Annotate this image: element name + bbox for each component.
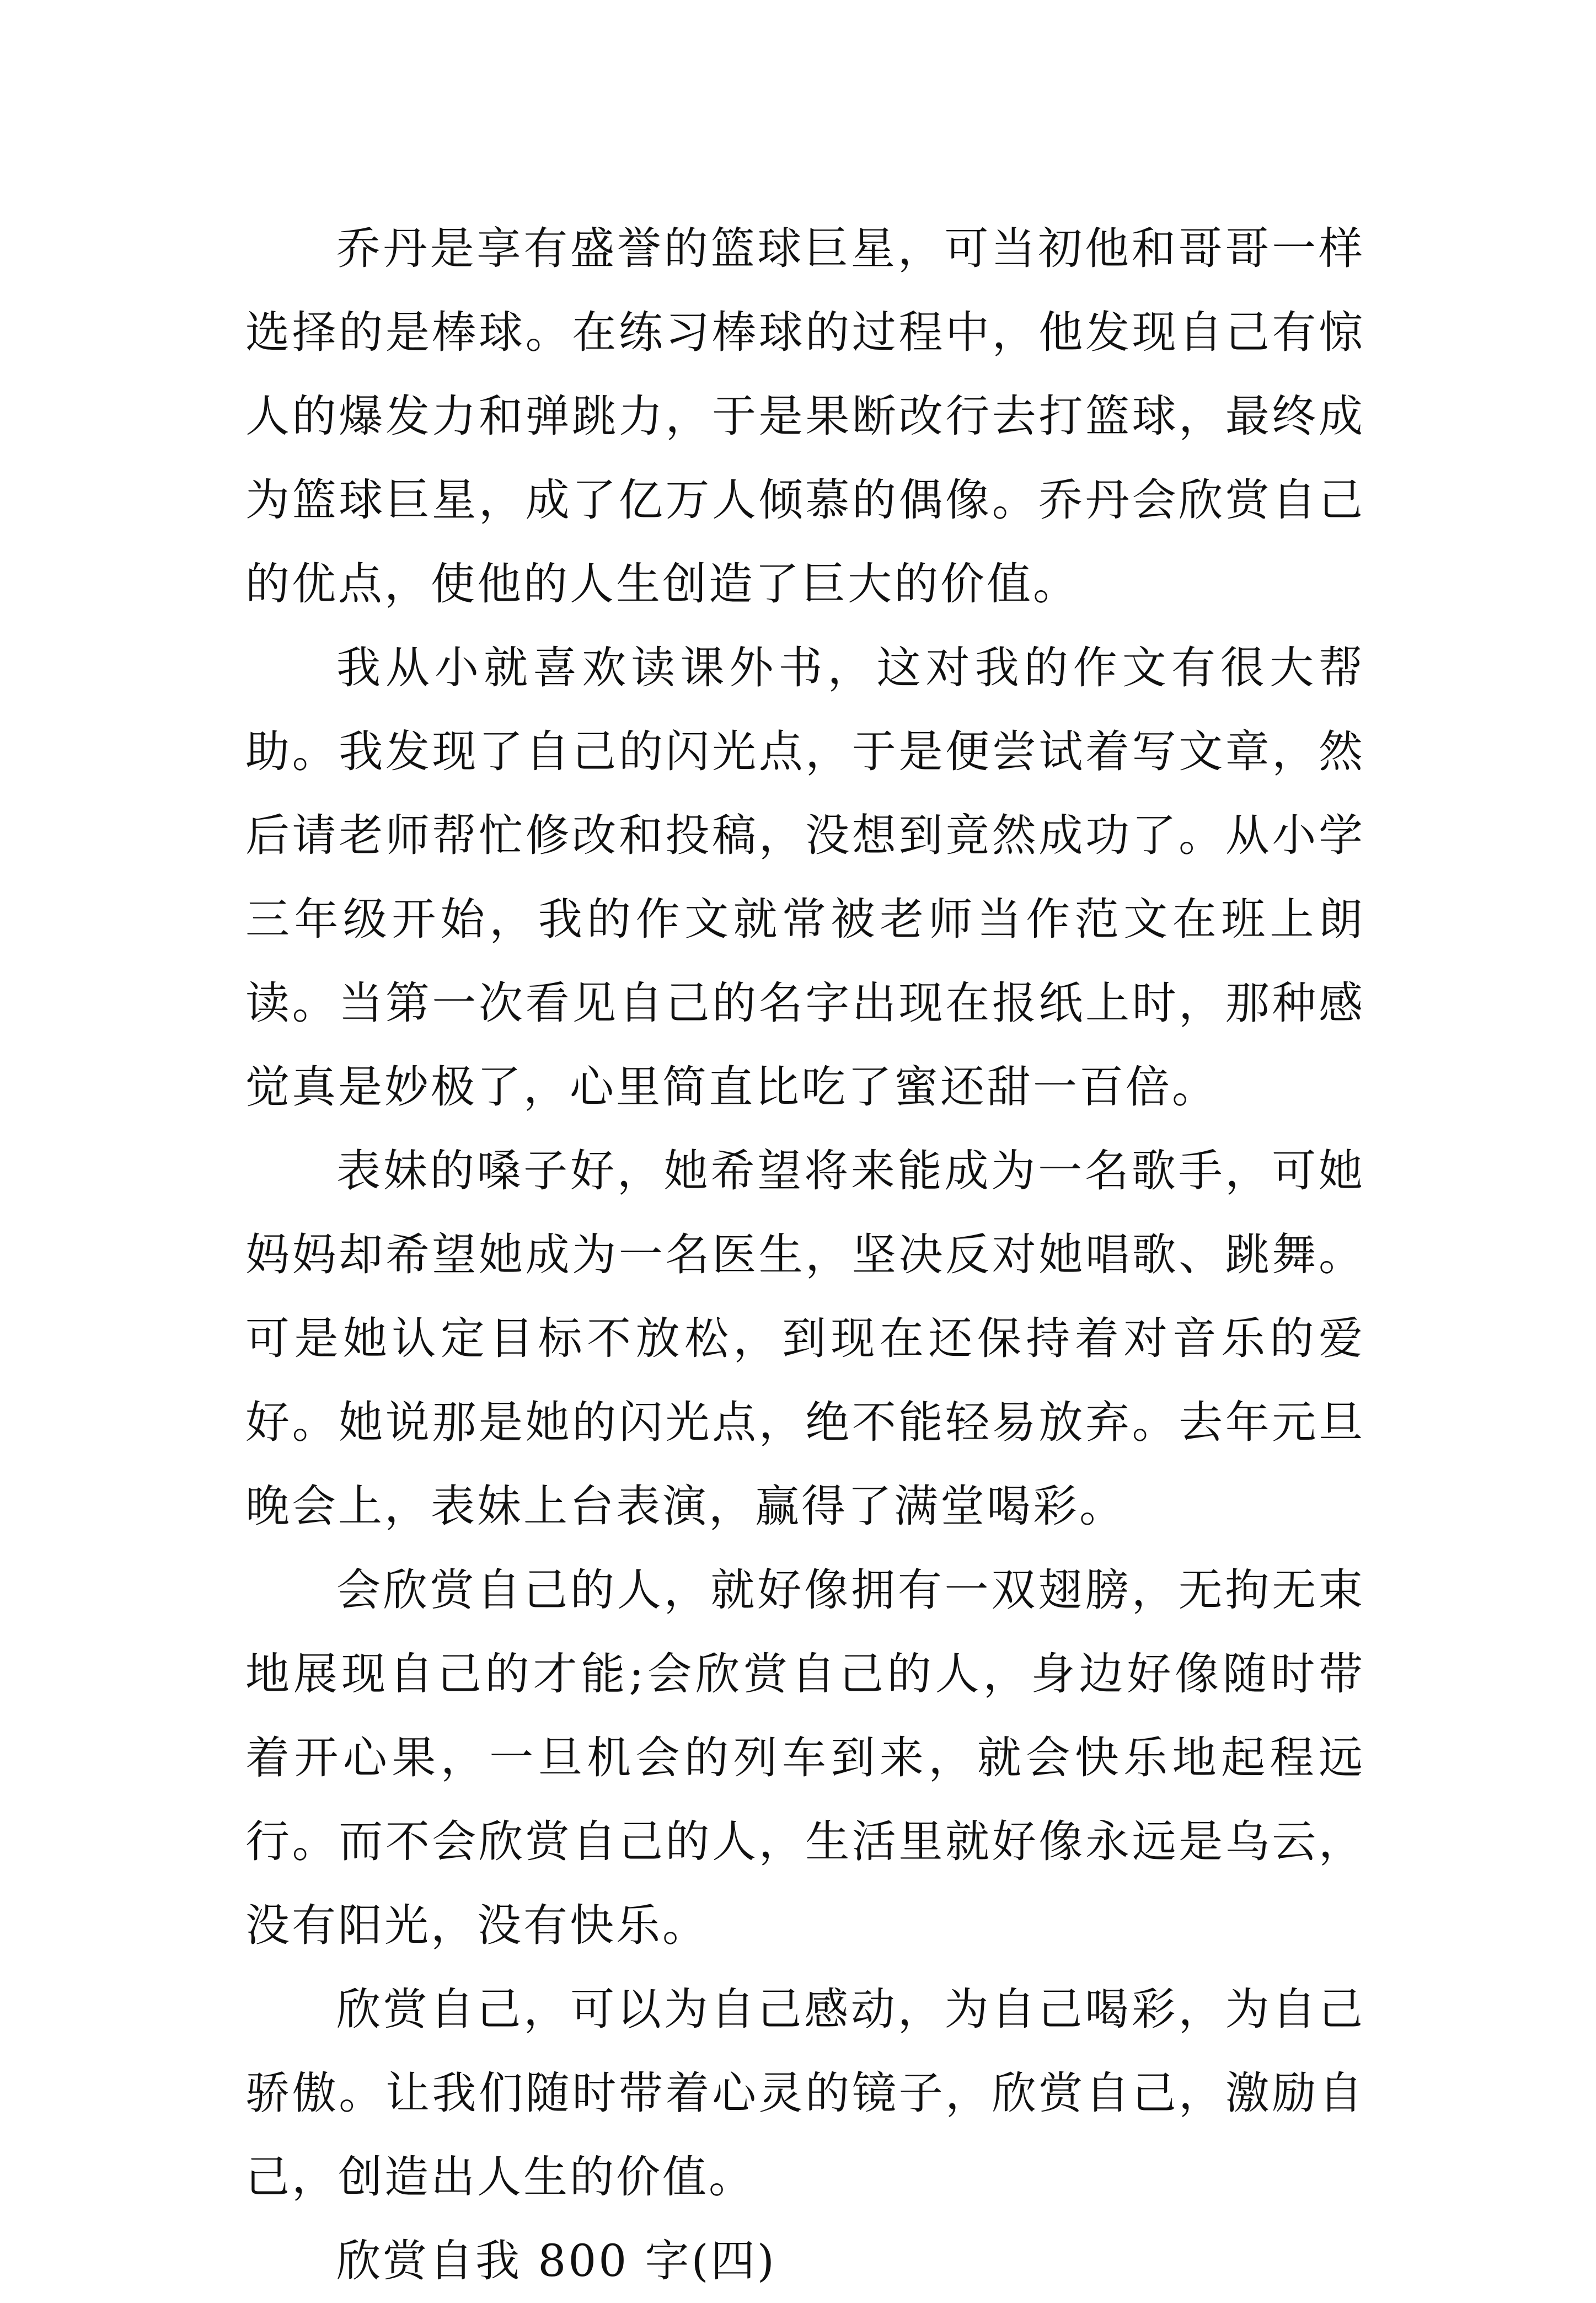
paragraph-appreciate: 会欣赏自己的人，就好像拥有一双翅膀，无拘无束地展现自己的才能;会欣赏自己的人，身边好像随时带着开心果，一旦机会的列车到来，就会快乐地起程远行。而不会欣赏自己的人，生活里就好像永远是乌云，没有阳光，没有快乐。 xyxy=(245,1564,1365,1951)
paragraph-jordan: 乔丹是享有盛誉的篮球巨星，可当初他和哥哥一样选择的是棒球。在练习棒球的过程中，他发现自己有惊人的爆发力和弹跳力，于是果断改行去打篮球，最终成为篮球巨星，成了亿万人倾慕的偶像。乔丹会欣赏自己的优点，使他的人生创造了巨大的价值。 xyxy=(245,223,1365,610)
document-body xyxy=(245,207,1365,2303)
paragraph-cousin: 表妹的嗓子好，她希望将来能成为一名歌手，可她妈妈却希望她成为一名医生，坚决反对她唱歌、跳舞。可是她认定目标不放松，到现在还保持着对音乐的爱好。她说那是她的闪光点，绝不能轻易放弃。去年元旦晚会上，表妹上台表演，赢得了满堂喝彩。 xyxy=(245,1145,1365,1532)
paragraph-conclusion: 欣赏自己，可以为自己感动，为自己喝彩，为自己骄傲。让我们随时带着心灵的镜子，欣赏自己，激励自己，创造出人生的价值。 xyxy=(245,1984,1365,2203)
section-heading: 欣赏自我 800 字(四) xyxy=(336,2235,776,2286)
paragraph-reading: 我从小就喜欢读课外书，这对我的作文有很大帮助。我发现了自己的闪光点，于是便尝试着写文章，然后请老师帮忙修改和投稿，没想到竟然成功了。从小学三年级开始，我的作文就常被老师当作范文在班上朗读。当第一次看见自己的名字出现在报纸上时，那种感觉真是妙极了，心里简直比吃了蜜还甜一百倍。 xyxy=(245,642,1365,1113)
